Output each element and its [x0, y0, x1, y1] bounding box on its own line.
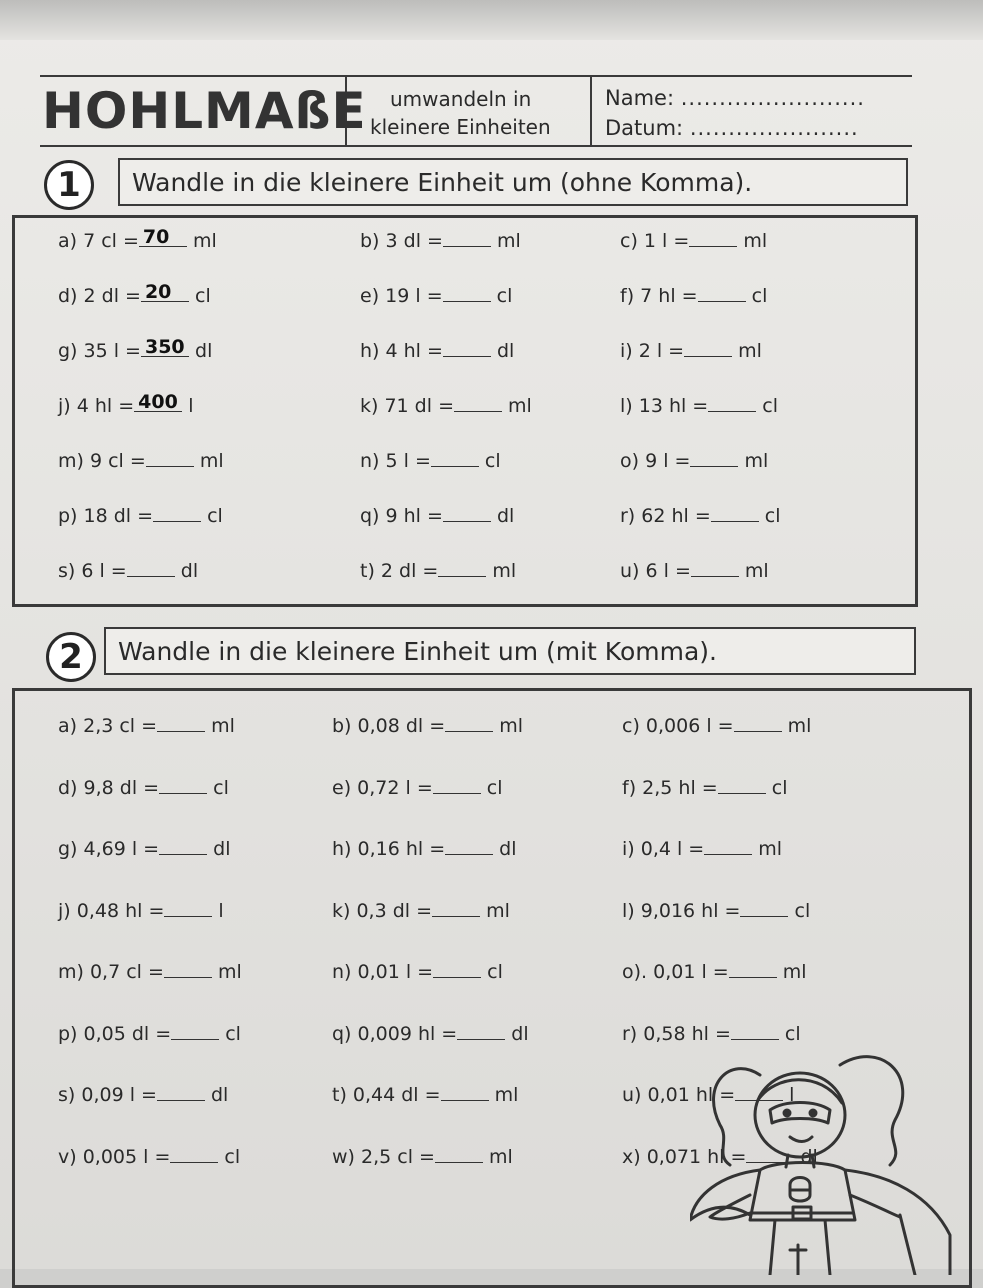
task2-item-label: i): [622, 838, 641, 860]
task2-item-label: k): [332, 899, 357, 922]
task2-item-unit: dl: [794, 1145, 818, 1168]
task2-item-unit: ml: [205, 715, 235, 737]
task2-item-label: t): [332, 1084, 353, 1106]
task2-item-expression: 0,01 l =: [357, 961, 434, 983]
task2-item-expression: 2,5 hl =: [642, 776, 718, 799]
task1-item: [58, 560, 198, 582]
task2-answer-blank[interactable]: [170, 1146, 218, 1163]
task1-item-unit: cl: [490, 285, 513, 307]
task2-item-expression: 0,005 l =: [82, 1145, 171, 1168]
task2-item-unit: ml: [752, 838, 783, 860]
task2-item-label: o).: [622, 961, 654, 983]
task1-item-expression: 9 cl =: [89, 450, 146, 472]
task2-answer-blank[interactable]: [445, 838, 493, 855]
task1-answer-blank[interactable]: [443, 340, 491, 357]
task1-item: [620, 285, 767, 307]
task1-item-unit: ml: [501, 395, 532, 417]
name-dots: ........................: [680, 86, 865, 110]
task1-answer-blank[interactable]: [443, 285, 491, 302]
task1-item-expression: 5 l =: [385, 450, 431, 472]
task1-item-label: u): [620, 560, 646, 582]
task1-item-label: j): [58, 395, 77, 417]
task2-item-unit: ml: [776, 961, 807, 983]
task2-item: [622, 838, 782, 860]
task2-item-expression: 9,016 hl =: [640, 899, 741, 922]
task2-answer-blank[interactable]: [457, 1023, 505, 1040]
task1-item-expression: 3 dl =: [385, 230, 443, 252]
task2-item-label: p): [58, 1022, 84, 1045]
task2-item-label: w): [332, 1145, 361, 1168]
task2-item-label: c): [622, 715, 646, 737]
paper-shadow: [0, 0, 983, 40]
task2-item: [332, 1084, 518, 1106]
date-label: Datum:: [605, 116, 684, 140]
task1-item-label: k): [360, 395, 385, 417]
task2-item-unit: cl: [207, 776, 229, 799]
task2-item: [622, 900, 810, 922]
task2-item-unit: ml: [480, 899, 510, 922]
task1-item: [58, 391, 194, 417]
task2-item-unit: cl: [219, 1022, 241, 1045]
task1-item-unit: dl: [188, 340, 213, 362]
task2-item-label: b): [332, 715, 358, 737]
task2-item: [58, 1023, 241, 1045]
task2-item-unit: ml: [211, 961, 242, 983]
task1-item-unit: cl: [188, 285, 211, 307]
task2-item: [332, 900, 510, 922]
task2-item: [622, 777, 787, 799]
task2-item-expression: 0,05 dl =: [83, 1022, 172, 1045]
task2-answer-blank[interactable]: [159, 838, 207, 855]
task1-item-label: c): [620, 230, 644, 252]
task2-item: [58, 715, 235, 737]
task1-instruction: Wandle in die kleinere Einheit um (ohne Komma).: [118, 158, 908, 206]
task1-item-unit: ml: [738, 450, 769, 472]
task2-answer-blank[interactable]: [157, 715, 205, 732]
task2-item: [332, 961, 503, 983]
task1-item-expression: 9 hl =: [385, 505, 443, 527]
task1-item-expression: 7 hl =: [640, 285, 698, 307]
task1-item-label: m): [58, 450, 90, 472]
task2-answer-blank[interactable]: [159, 777, 207, 794]
task2-item: [622, 1023, 801, 1045]
task1-answer-blank[interactable]: [711, 505, 759, 522]
task2-item-expression: 0,72 l =: [357, 776, 433, 799]
task1-item: [58, 450, 224, 472]
task1-item-expression: 4 hl =: [76, 395, 135, 417]
task2-answer-blank[interactable]: [435, 1146, 483, 1163]
task1-handwritten-answer: 20: [144, 281, 172, 303]
task2-item: [332, 777, 503, 799]
header-divider-2: [590, 75, 592, 145]
task2-item: [332, 1023, 529, 1045]
task1-item-label: b): [360, 230, 386, 252]
task2-item-label: r): [622, 1022, 644, 1045]
task1-item-unit: ml: [490, 230, 521, 252]
task1-item-label: e): [360, 285, 386, 307]
task2-answer-blank[interactable]: [432, 900, 480, 917]
task1-item-label: s): [58, 560, 82, 582]
task2-answer-blank[interactable]: [445, 715, 493, 732]
task2-answer-blank[interactable]: [740, 900, 788, 917]
task1-item: [58, 226, 217, 252]
task1-item: [620, 395, 778, 417]
task1-answer-blank[interactable]: [153, 505, 201, 522]
task1-answer-blank[interactable]: [134, 391, 182, 413]
task1-answer-blank[interactable]: [691, 560, 739, 577]
task1-item-label: l): [620, 395, 639, 417]
task1-item-unit: ml: [193, 450, 224, 472]
task2-item-expression: 0,3 dl =: [356, 899, 433, 922]
task1-answer-blank[interactable]: [141, 281, 189, 303]
task1-item: [360, 505, 514, 527]
worksheet-title: HOHLMAßE: [42, 82, 367, 140]
task2-item-expression: 0,16 hl =: [357, 838, 446, 860]
task1-item: [58, 281, 211, 307]
task1-item-unit: ml: [732, 340, 762, 362]
task1-answer-blank[interactable]: [127, 560, 175, 577]
task1-answer-blank[interactable]: [454, 395, 502, 412]
task1-answer-blank[interactable]: [443, 230, 491, 247]
task2-item-expression: 2,5 cl =: [361, 1145, 435, 1168]
task1-answer-blank[interactable]: [139, 226, 187, 248]
task2-item-expression: 0,01 l =: [653, 961, 729, 983]
task1-item-expression: 62 hl =: [641, 505, 711, 527]
task1-item-label: f): [620, 285, 641, 307]
task2-item-expression: 0,006 l =: [645, 715, 734, 737]
task2-answer-blank[interactable]: [729, 961, 777, 978]
task1-item: [620, 450, 768, 472]
task2-item-label: a): [58, 715, 84, 737]
task2-item-unit: dl: [505, 1022, 529, 1045]
task1-item-unit: dl: [174, 560, 199, 582]
task2-answer-blank[interactable]: [734, 715, 782, 732]
task1-item: [620, 505, 781, 527]
task2-item-label: d): [58, 776, 84, 799]
task1-handwritten-answer: 350: [144, 336, 185, 358]
task1-item-unit: cl: [201, 505, 223, 527]
task2-answer-blank[interactable]: [731, 1023, 779, 1040]
name-field[interactable]: [605, 86, 865, 110]
task2-item-label: v): [58, 1145, 83, 1168]
task1-item-unit: ml: [737, 230, 768, 252]
task2-item-unit: dl: [493, 838, 517, 860]
task2-item-unit: dl: [204, 1084, 229, 1106]
task2-item-unit: l: [212, 899, 224, 922]
task2-item-expression: 0,08 dl =: [357, 715, 446, 737]
task2-item: [58, 777, 229, 799]
task1-item-unit: dl: [490, 505, 515, 527]
date-field[interactable]: [605, 116, 859, 140]
task2-item-expression: 0,01 hl =: [647, 1084, 736, 1106]
task1-answer-blank[interactable]: [690, 450, 738, 467]
task2-item-label: u): [622, 1084, 648, 1106]
task1-item-expression: 4 hl =: [385, 340, 443, 362]
task1-item-expression: 6 l =: [645, 560, 691, 582]
task1-item-label: h): [360, 340, 386, 362]
task2-item-label: n): [332, 961, 358, 983]
task2-item-label: q): [332, 1022, 358, 1045]
task1-item: [360, 230, 521, 252]
task2-item-unit: cl: [218, 1145, 241, 1168]
task1-item: [360, 560, 516, 582]
task1-item-expression: 1 l =: [643, 230, 690, 252]
task2-item-label: g): [58, 838, 84, 860]
task2-item-expression: 0,58 hl =: [643, 1022, 731, 1045]
task2-item-unit: cl: [480, 776, 503, 799]
task2-item: [332, 1146, 513, 1168]
task2-item-unit: cl: [481, 961, 503, 983]
task1-answer-blank[interactable]: [438, 560, 486, 577]
task1-answer-blank[interactable]: [431, 450, 479, 467]
task2-item-unit: cl: [778, 1022, 801, 1045]
task2-item-expression: 0,4 l =: [640, 838, 705, 860]
task2-item-label: s): [58, 1084, 82, 1106]
task1-answer-blank[interactable]: [146, 450, 194, 467]
task1-item-expression: 35 l =: [83, 340, 141, 362]
task2-item-unit: cl: [788, 899, 811, 922]
task2-item-expression: 0,48 hl =: [76, 899, 165, 922]
task2-item: [58, 900, 224, 922]
task2-answer-blank[interactable]: [171, 1023, 219, 1040]
date-dots: ......................: [689, 116, 859, 140]
task1-number-badge: 1: [44, 160, 94, 210]
task2-answer-blank[interactable]: [164, 961, 212, 978]
task1-item-label: g): [58, 340, 84, 362]
task1-handwritten-answer: 400: [138, 391, 178, 413]
task1-item-label: t): [360, 560, 381, 582]
task2-item-unit: l: [783, 1084, 795, 1106]
task2-answer-blank[interactable]: [164, 900, 212, 917]
task1-item-unit: ml: [738, 560, 769, 582]
subtitle-line-1: umwandeln in: [390, 87, 532, 111]
task1-item-expression: 9 l =: [645, 450, 691, 472]
task1-answer-blank[interactable]: [689, 230, 737, 247]
task1-answer-blank[interactable]: [141, 336, 189, 358]
task2-item-expression: 4,69 l =: [83, 838, 160, 860]
task1-item-expression: 19 l =: [385, 285, 443, 307]
task1-item: [620, 560, 769, 582]
task2-item-label: m): [58, 961, 90, 983]
task2-item-label: f): [622, 776, 643, 799]
task1-item-unit: ml: [486, 560, 517, 582]
task2-item-expression: 9,8 dl =: [83, 776, 160, 799]
task1-handwritten-answer: 70: [142, 226, 170, 248]
task2-item-label: x): [622, 1145, 647, 1168]
task2-item: [332, 838, 517, 860]
task2-item-expression: 2,3 cl =: [83, 715, 158, 737]
task2-item: [622, 715, 811, 737]
subtitle-line-2: kleinere Einheiten: [370, 115, 551, 139]
task2-item-unit: dl: [207, 838, 231, 860]
task1-item: [620, 340, 762, 362]
task1-item-label: n): [360, 450, 386, 472]
task1-answer-blank[interactable]: [684, 340, 732, 357]
task1-item-unit: ml: [186, 230, 217, 252]
task2-answer-blank[interactable]: [157, 1084, 205, 1101]
task1-answer-blank[interactable]: [698, 285, 746, 302]
task2-instruction: Wandle in die kleinere Einheit um (mit Komma).: [104, 627, 916, 675]
superhero-girl-illustration: [690, 1045, 980, 1275]
task2-item-label: e): [332, 776, 358, 799]
task1-item-expression: 2 dl =: [380, 560, 439, 582]
task1-item-expression: 2 l =: [638, 340, 685, 362]
task1-item: [58, 505, 223, 527]
task1-item-unit: l: [182, 395, 194, 417]
task2-item-unit: cl: [765, 776, 788, 799]
task2-answer-blank[interactable]: [433, 777, 481, 794]
task1-item-expression: 6 l =: [81, 560, 127, 582]
task2-item-unit: ml: [781, 715, 812, 737]
task1-item-unit: dl: [490, 340, 515, 362]
task2-item-label: j): [58, 899, 77, 922]
task2-item-expression: 0,09 l =: [81, 1084, 157, 1106]
task2-item: [332, 715, 523, 737]
task2-answer-blank[interactable]: [433, 961, 481, 978]
task1-item-label: q): [360, 505, 386, 527]
task1-item-expression: 71 dl =: [384, 395, 454, 417]
task2-item-unit: ml: [488, 1084, 519, 1106]
task2-item-expression: 0,009 hl =: [357, 1022, 458, 1045]
task1-item: [360, 395, 532, 417]
task2-item: [622, 961, 807, 983]
task1-item-label: p): [58, 505, 84, 527]
task2-item-label: h): [332, 838, 358, 860]
task2-item-expression: 0,071 hl =: [646, 1145, 747, 1168]
task1-item-unit: cl: [756, 395, 778, 417]
task2-answer-blank[interactable]: [441, 1084, 489, 1101]
task2-item-expression: 0,44 dl =: [352, 1084, 441, 1106]
task1-item-unit: cl: [478, 450, 501, 472]
task2-item-unit: ml: [482, 1145, 513, 1168]
task2-item: [58, 838, 231, 860]
task2-item: [58, 1146, 240, 1168]
task2-item-unit: ml: [493, 715, 523, 737]
task1-answer-blank[interactable]: [443, 505, 491, 522]
task2-item-expression: 0,7 cl =: [89, 961, 164, 983]
task1-item-unit: cl: [758, 505, 781, 527]
task2-item: [58, 961, 242, 983]
task1-answer-blank[interactable]: [708, 395, 756, 412]
task1-item-unit: cl: [745, 285, 768, 307]
task1-item-label: o): [620, 450, 646, 472]
task2-item-label: l): [622, 899, 641, 922]
task1-item-expression: 18 dl =: [83, 505, 154, 527]
task1-item-expression: 13 hl =: [638, 395, 709, 417]
task2-answer-blank[interactable]: [704, 838, 752, 855]
task2-answer-blank[interactable]: [718, 777, 766, 794]
task1-item: [360, 285, 512, 307]
task2-item: [58, 1084, 228, 1106]
task2-number-badge: 2: [46, 632, 96, 682]
task1-item-expression: 7 cl =: [83, 230, 139, 252]
task1-item-label: a): [58, 230, 84, 252]
task1-item-label: d): [58, 285, 84, 307]
task1-item: [620, 230, 767, 252]
task1-item-label: i): [620, 340, 639, 362]
name-label: Name:: [605, 86, 675, 110]
task1-item: [360, 340, 514, 362]
task1-item: [360, 450, 501, 472]
task1-item-label: r): [620, 505, 642, 527]
task1-item-expression: 2 dl =: [83, 285, 141, 307]
task1-item: [58, 336, 213, 362]
